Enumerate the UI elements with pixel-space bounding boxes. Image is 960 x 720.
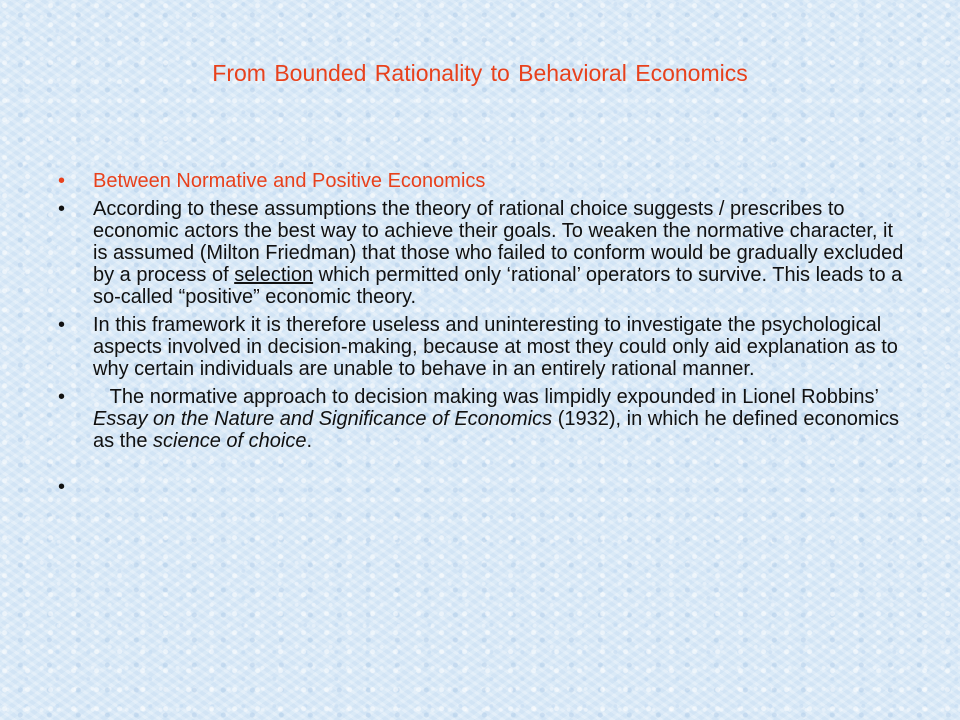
bullet-dot: • xyxy=(58,476,66,498)
book-title: Essay on the Nature and Significance of Economics xyxy=(93,408,553,430)
bullet-dot: • xyxy=(58,314,66,336)
bullet-text: The normative approach to decision making was limpidly expounded in Lionel Robbins’ xyxy=(93,386,884,408)
underlined-word: selection xyxy=(234,264,314,286)
bullet-text: Between Normative and Positive Economics xyxy=(93,170,486,192)
bullet-text: . xyxy=(306,430,313,452)
bullet-item-heading xyxy=(58,170,908,192)
bullet-text: which permitted only ‘rational’ operators to survive. This leads to a so-called “positive” economic theory. xyxy=(93,264,903,308)
bullet-text: In this framework it is therefore useless and uninteresting to investigate the psychological aspects involved in decision-making, because at most they could only aid explanation as to why certain individuals are unable to behave in an entirely rational manner. xyxy=(93,314,898,380)
bullet-item-framework xyxy=(58,314,908,380)
bullet-item-rational-choice xyxy=(58,198,908,308)
bullet-dot: • xyxy=(58,170,66,192)
italic-phrase: science of choice xyxy=(153,430,307,452)
bullet-text: (1932), in which he defined economics as the xyxy=(93,408,900,452)
slide-title: From Bounded Rationality to Behavioral Economics xyxy=(212,60,748,86)
bullet-text: According to these assumptions the theory of rational choice suggests / prescribes to economic actors the best way to achieve their goals. To weaken the normative character, it is assumed (Milton Friedman) that those who failed to conform would be gradually excluded by a process of xyxy=(93,198,904,286)
bullet-dot: • xyxy=(58,386,66,408)
bullet-item-robbins xyxy=(58,386,908,452)
bullet-dot: • xyxy=(58,198,66,220)
bullet-list xyxy=(58,170,908,498)
